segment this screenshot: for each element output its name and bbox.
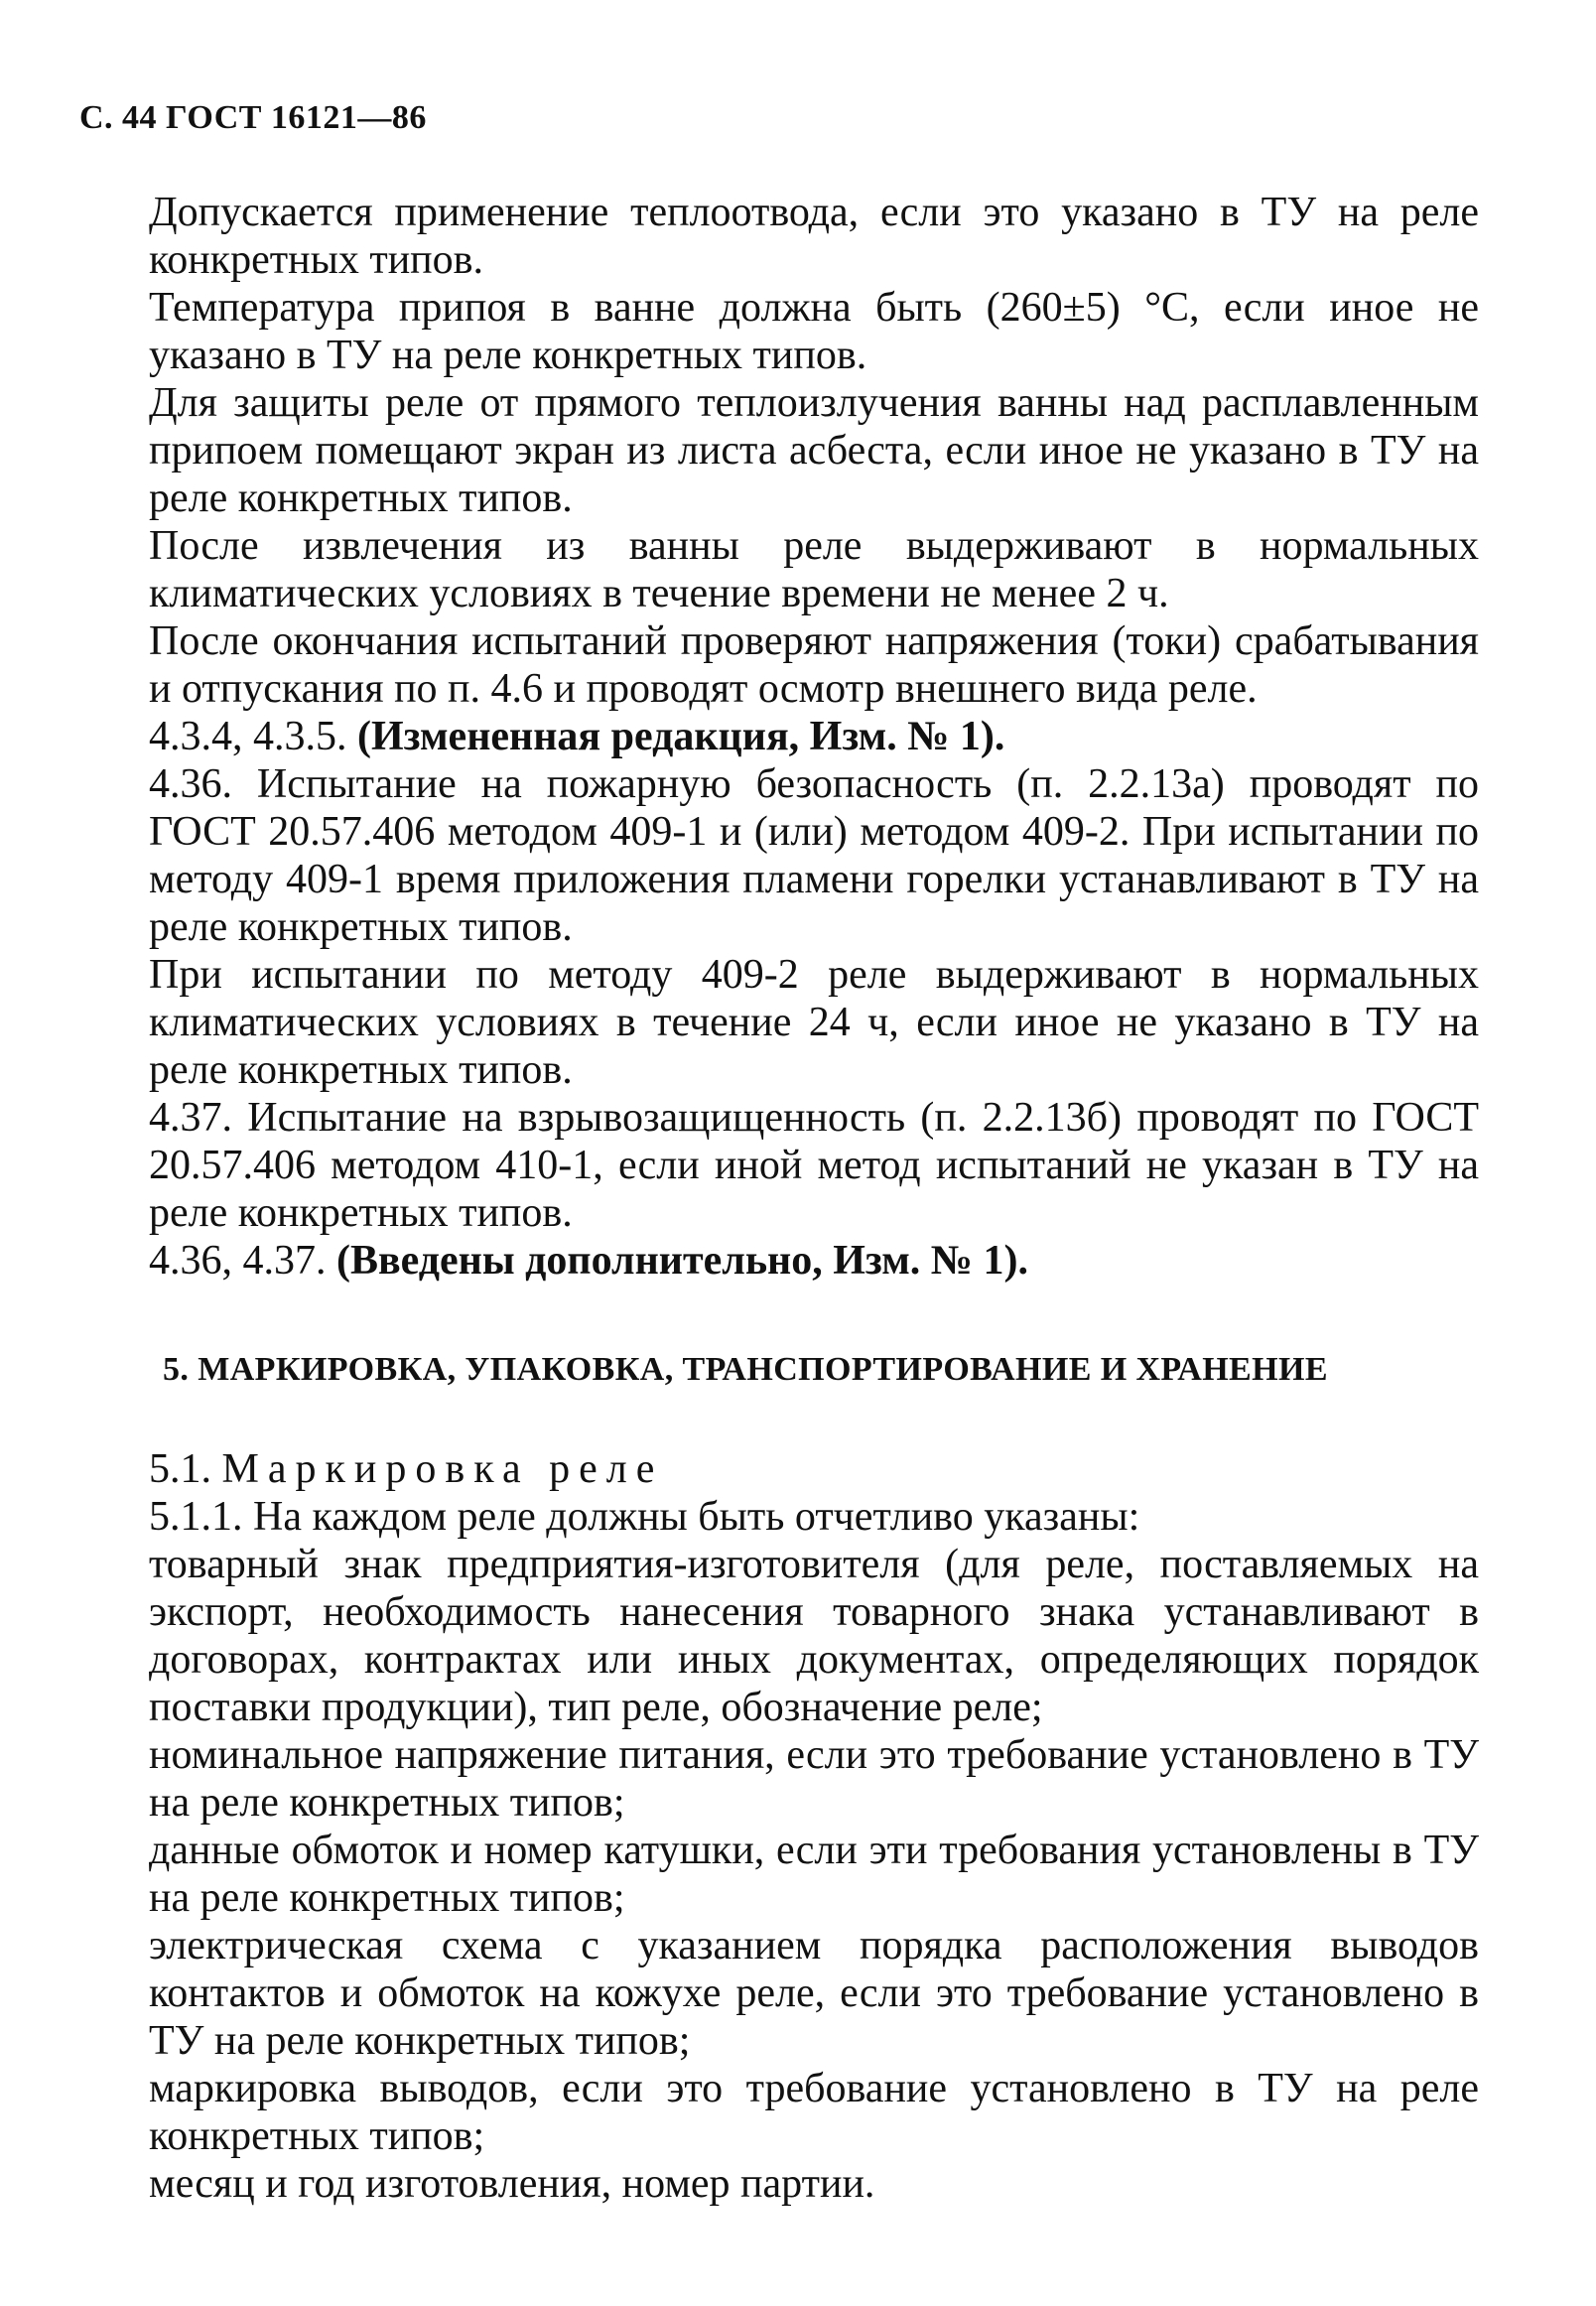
section-title: 5. МАРКИРОВКА, УПАКОВКА, ТРАНСПОРТИРОВАНИЕ И ХРАНЕНИЕ [163,1351,1328,1388]
clause-4-36: 4.36. Испытание на пожарную безопасность (п. 2.2.13а) проводят по ГОСТ 20.57.406 методом 409-1 и (или) методом 409-2. При испытании по методу 409-1 время приложения пламени горелки устанавливают в ТУ на реле конкретных типов. [149,761,1479,950]
amendment-note [149,713,1479,760]
amendment-text: (Измененная редакция, Изм. № 1). [357,714,1005,759]
paragraph: Допускается применение теплоотвода, если это указано в ТУ на реле конкретных типов. [149,190,1479,283]
paragraph: После окончания испытаний проверяют напряжения (токи) срабатывания и отпускания по п. 4.6 и проводят осмотр внешнего вида реле. [149,618,1479,712]
paragraph: Температура припоя в ванне должна быть (260±5) °С, если иное не указано в ТУ на реле конкретных типов. [149,285,1479,378]
running-head: С. 44 ГОСТ 16121—86 [79,99,427,136]
clause-4-37: 4.37. Испытание на взрывозащищенность (п. 2.2.13б) проводят по ГОСТ 20.57.406 методом 410-1, если иной метод испытаний не указан в ТУ на реле конкретных типов. [149,1095,1479,1236]
clause-5-1-1: 5.1.1. На каждом реле должны быть отчетливо указаны: [149,1494,1140,1540]
list-item: маркировка выводов, если это требование установлено в ТУ на реле конкретных типов; [149,2066,1479,2159]
list-item: товарный знак предприятия-изготовителя (для реле, поставляемых на экспорт, необходимость нанесения товарного знака устанавливают в договорах, контрактах или иных документах, определяющих порядок поставки продукции), тип реле, обозначение реле; [149,1542,1479,1730]
subsection-heading [149,1445,1479,1493]
list-item: электрическая схема с указанием порядка расположения выводов контактов и обмоток на кожухе реле, если это требование установлено в ТУ на реле конкретных типов; [149,1923,1479,2064]
subsection-number: 5.1. [149,1446,211,1492]
amendment-note [149,1237,1479,1285]
paragraph: После извлечения из ванны реле выдерживают в нормальных климатических условиях в течение времени не менее 2 ч. [149,523,1479,616]
amendment-text: (Введены дополнительно, Изм. № 1). [336,1238,1028,1284]
paragraph: При испытании по методу 409-2 реле выдерживают в нормальных климатических условиях в течение 24 ч, если иное не указано в ТУ на реле конкретных типов. [149,952,1479,1093]
amendment-ref: 4.36, 4.37. [149,1238,327,1284]
list-item: номинальное напряжение питания, если это требование установлено в ТУ на реле конкретных типов; [149,1732,1479,1826]
subsection-title: Маркировка реле [221,1446,664,1492]
list-item: месяц и год изготовления, номер партии. [149,2161,875,2207]
amendment-ref: 4.3.4, 4.3.5. [149,714,347,759]
document-body [149,189,1479,2208]
list-item: данные обмоток и номер катушки, если эти требования установлены в ТУ на реле конкретных типов; [149,1828,1479,1921]
paragraph: Для защиты реле от прямого теплоизлучения ванны над расплавленным припоем помещают экран из листа асбеста, если иное не указано в ТУ на реле конкретных типов. [149,380,1479,521]
